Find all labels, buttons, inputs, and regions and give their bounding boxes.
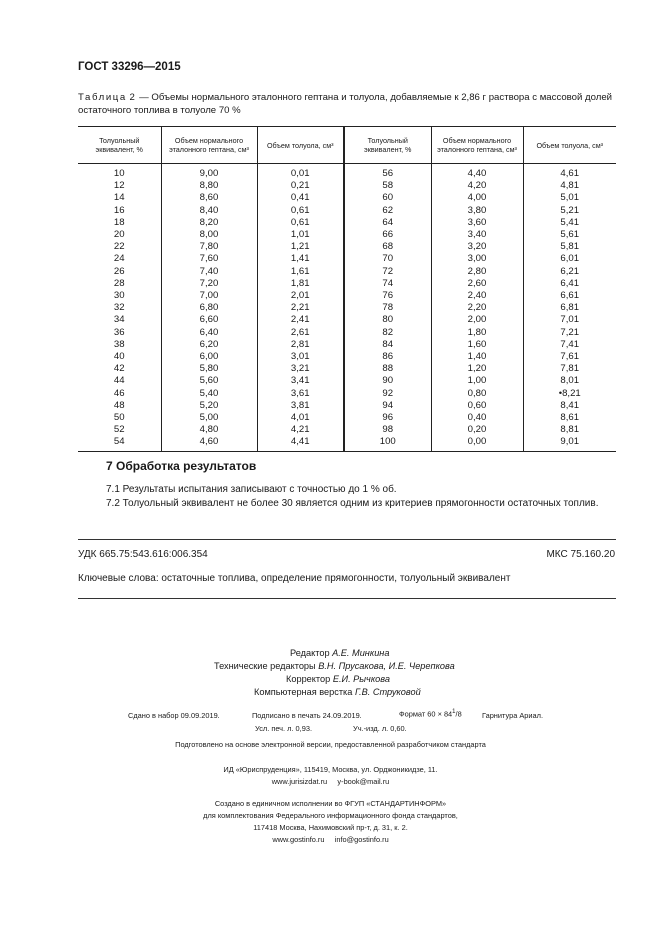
table-cell: 100 [344,436,431,451]
table-caption-number: 2 [129,92,137,103]
table-cell: 2,20 [431,302,523,314]
volumes-table [78,126,616,452]
table-cell: 0,00 [431,436,523,451]
table-cell: 48 [78,400,161,412]
table-row [78,388,616,400]
table-cell: 56 [344,164,431,181]
table-cell: 58 [344,180,431,192]
table-cell: 5,61 [523,229,616,241]
table-cell: 66 [344,229,431,241]
table-cell: 7,40 [161,266,257,278]
table-cell: 6,60 [161,314,257,326]
format-fraction-bottom: /8 [455,709,462,719]
table-cell: 1,60 [431,339,523,351]
table-cell: 3,00 [431,253,523,265]
table-cell: 2,41 [257,314,344,326]
table-cell: 0,80 [431,388,523,400]
table-cell: 7,81 [523,363,616,375]
table-cell: 12 [78,180,161,192]
table-cell: 0,01 [257,164,344,181]
table-cell: 4,60 [161,436,257,451]
publisher-contacts: www.jurisizdat.ru y-book@mail.ru [271,777,390,786]
credit-name: А.Е. Минкина [332,648,390,658]
table-cell: 10 [78,164,161,181]
table-cell: 64 [344,217,431,229]
table-row [78,180,616,192]
table-row [78,241,616,253]
table-cell: 70 [344,253,431,265]
credit-name: Г.В. Струковой [354,687,421,697]
table-cell: 30 [78,290,161,302]
producer-line-3: 117418 Москва, Нахимовский пр-т, д. 31, к. 2. [253,823,408,832]
table-cell: 7,61 [523,351,616,363]
table-cell: 5,41 [523,217,616,229]
table-caption [78,91,616,117]
table-row [78,205,616,217]
column-header: Объем нормального эталонного гептана, см³ [431,127,523,164]
credit-corrector [286,673,390,686]
column-header: Объем нормального эталонного гептана, см³ [161,127,257,164]
column-header: Объем толуола, см³ [257,127,344,164]
publisher-address: ИД «Юриспруденция», 115419, Москва, ул. Орджоникидзе, 11. [223,765,438,774]
table-cell: 1,20 [431,363,523,375]
table-cell: 86 [344,351,431,363]
credit-role: Технические редакторы [214,661,316,671]
table-cell: 2,61 [257,327,344,339]
table-cell: 0,40 [431,412,523,424]
table-cell: 40 [78,351,161,363]
table-cell: 32 [78,302,161,314]
table-cell: 1,00 [431,375,523,387]
table-cell: 82 [344,327,431,339]
table-cell: 1,01 [257,229,344,241]
table-cell: 36 [78,327,161,339]
credit-layout [254,686,421,699]
table-cell: 84 [344,339,431,351]
table-cell: 8,20 [161,217,257,229]
table-cell: 8,60 [161,192,257,204]
mks-code: МКС 75.160.20 [546,549,615,560]
table-cell: 1,80 [431,327,523,339]
table-cell: 3,61 [257,388,344,400]
table-cell: 18 [78,217,161,229]
table-cell: 0,21 [257,180,344,192]
table-row [78,302,616,314]
table-cell: 96 [344,412,431,424]
table-cell: 2,80 [431,266,523,278]
table-cell: 5,81 [523,241,616,253]
table-cell: 9,01 [523,436,616,451]
table-row [78,192,616,204]
table-cell: 20 [78,229,161,241]
table-cell: 60 [344,192,431,204]
table-cell: 80 [344,314,431,326]
credit-editor [290,647,389,660]
table-cell: 2,21 [257,302,344,314]
table-cell: 2,00 [431,314,523,326]
column-header: Толуольный эквивалент, % [344,127,431,164]
credit-tech-editors [214,660,455,673]
table-row [78,339,616,351]
imprint-signed: Подписано в печать 24.09.2019. [252,711,362,720]
table-cell: 7,21 [523,327,616,339]
table-cell: 6,41 [523,278,616,290]
table-cell: 7,80 [161,241,257,253]
table-cell: 5,40 [161,388,257,400]
table-body [78,164,616,452]
table-row [78,217,616,229]
table-cell: 92 [344,388,431,400]
table-cell: 3,41 [257,375,344,387]
table-cell: 94 [344,400,431,412]
table-cell: 2,81 [257,339,344,351]
table-cell: 42 [78,363,161,375]
credit-name: В.Н. Прусакова, И.Е. Черепкова [318,661,455,671]
table-cell: 0,41 [257,192,344,204]
column-header: Объем толуола, см³ [523,127,616,164]
table-cell: 3,81 [257,400,344,412]
table-cell: 44 [78,375,161,387]
table-cell: 34 [78,314,161,326]
table-cell: 6,20 [161,339,257,351]
table-cell: 8,61 [523,412,616,424]
table-cell: 26 [78,266,161,278]
table-cell: 4,61 [523,164,616,181]
table-cell: 5,01 [523,192,616,204]
table-cell: 8,40 [161,205,257,217]
table-cell: 78 [344,302,431,314]
imprint-sheets: Усл. печ. л. 0,93. [255,724,312,733]
table-cell: 4,80 [161,424,257,436]
table-row [78,229,616,241]
table-cell: 5,20 [161,400,257,412]
table-cell: 28 [78,278,161,290]
table-row [78,253,616,265]
imprint-prepared: Подготовлено на основе электронной версии, предоставленной разработчиком стандарта [175,740,486,749]
table-cell: 62 [344,205,431,217]
table-cell: 14 [78,192,161,204]
table-cell: 46 [78,388,161,400]
table-cell: 3,21 [257,363,344,375]
table-cell: 4,40 [431,164,523,181]
table-cell: 88 [344,363,431,375]
imprint-submitted: Сдано в набор 09.09.2019. [128,711,220,720]
table-caption-label: Таблица [78,92,127,103]
table-cell: 2,01 [257,290,344,302]
table-cell: 54 [78,436,161,451]
table-cell: 7,00 [161,290,257,302]
table-cell: 6,21 [523,266,616,278]
table-cell: 2,60 [431,278,523,290]
table-cell: 0,60 [431,400,523,412]
table-row [78,266,616,278]
table-caption-text: — Объемы нормального эталонного гептана и толуола, добавляемые к 2,86 г раствора с массовой долей остаточного топлива в толуоле 70 % [78,92,613,116]
table-cell: 3,40 [431,229,523,241]
format-fraction-top: 1 [452,709,456,715]
table-cell: 8,80 [161,180,257,192]
table-row [78,412,616,424]
divider [78,539,616,540]
table-row [78,436,616,451]
table-cell: 4,21 [257,424,344,436]
table-cell: 68 [344,241,431,253]
table-cell: 0,20 [431,424,523,436]
table-cell: 0,61 [257,205,344,217]
table-cell: 6,40 [161,327,257,339]
table-row [78,278,616,290]
table-header-row [78,127,616,164]
table-cell: 1,21 [257,241,344,253]
table-cell: 7,01 [523,314,616,326]
table-row [78,164,616,181]
table-cell: 3,20 [431,241,523,253]
table-cell: 6,00 [161,351,257,363]
imprint-format [399,709,462,718]
table-cell: 24 [78,253,161,265]
producer-line-4: www.gostinfo.ru info@gostinfo.ru [272,835,389,844]
producer-line-2: для комплектования Федерального информационного фонда стандартов, [203,811,458,820]
table-cell: 16 [78,205,161,217]
credit-role: Редактор [290,648,330,658]
paragraph-7-1: 7.1 Результаты испытания записывают с точностью до 1 % об. [106,484,397,495]
table-cell: 9,00 [161,164,257,181]
credit-role: Компьютерная верстка [254,687,353,697]
table-cell: 52 [78,424,161,436]
table-cell: 90 [344,375,431,387]
keywords: Ключевые слова: остаточные топлива, определение прямогонности, толуольный эквивалент [78,573,511,584]
paragraph-7-2: 7.2 Толуольный эквивалент не более 30 является одним из критериев прямогонности остаточных топлив. [106,498,599,509]
credit-role: Корректор [286,674,331,684]
table-cell: 38 [78,339,161,351]
table-row [78,424,616,436]
table-row [78,290,616,302]
table-cell: 50 [78,412,161,424]
table-cell: 3,01 [257,351,344,363]
table-cell: 5,80 [161,363,257,375]
table-cell: 1,81 [257,278,344,290]
table-row [78,363,616,375]
table-cell: 6,61 [523,290,616,302]
table-cell: 4,81 [523,180,616,192]
table-cell: 98 [344,424,431,436]
table-row [78,314,616,326]
credit-name: Е.И. Рычкова [332,674,390,684]
column-header: Толуольный эквивалент, % [78,127,161,164]
table-cell: 8,81 [523,424,616,436]
udk-code: УДК 665.75:543.616:006.354 [78,549,208,560]
table-row [78,351,616,363]
table-cell: 0,61 [257,217,344,229]
table-cell: 6,80 [161,302,257,314]
table-cell: 7,41 [523,339,616,351]
table-cell: 5,60 [161,375,257,387]
imprint-typeface: Гарнитура Ариал. [482,711,544,720]
table-cell: 6,81 [523,302,616,314]
table-cell: 8,00 [161,229,257,241]
table-cell: 76 [344,290,431,302]
table-cell: 3,80 [431,205,523,217]
divider [78,598,616,599]
table-cell: 22 [78,241,161,253]
table-cell: 7,60 [161,253,257,265]
format-value: Формат 60 × 84 [399,709,453,719]
table-cell: 8,41 [523,400,616,412]
table-cell: 3,60 [431,217,523,229]
table-cell: 4,01 [257,412,344,424]
table-row [78,375,616,387]
imprint-edition: Уч.-изд. л. 0,60. [353,724,407,733]
table-cell: 1,61 [257,266,344,278]
standard-number: ГОСТ 33296—2015 [78,61,181,73]
table-cell: 74 [344,278,431,290]
table-row [78,400,616,412]
table-cell: 4,20 [431,180,523,192]
table-cell: •8,21 [523,388,616,400]
table-cell: 5,21 [523,205,616,217]
table-cell: 2,40 [431,290,523,302]
table-cell: 1,40 [431,351,523,363]
table-cell: 7,20 [161,278,257,290]
table-cell: 8,01 [523,375,616,387]
table-cell: 6,01 [523,253,616,265]
table-cell: 4,00 [431,192,523,204]
section-heading: 7 Обработка результатов [106,459,257,473]
table-cell: 5,00 [161,412,257,424]
table-row [78,327,616,339]
table-cell: 1,41 [257,253,344,265]
table-cell: 4,41 [257,436,344,451]
table-cell: 72 [344,266,431,278]
producer-line-1: Создано в единичном исполнении во ФГУП «СТАНДАРТИНФОРМ» [214,799,447,808]
